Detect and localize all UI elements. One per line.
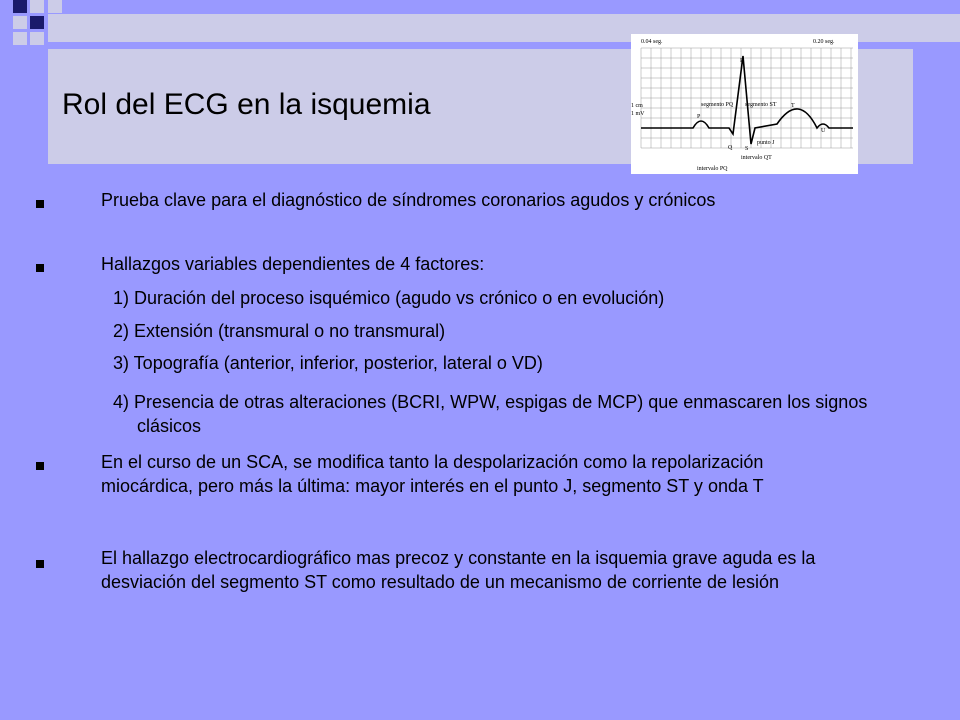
svg-text:U: U xyxy=(821,128,826,134)
factor-item: 3) Topografía (anterior, inferior, posterior, lateral o VD) xyxy=(113,353,543,373)
bullet-text: Prueba clave para el diagnóstico de síndromes coronarios agudos y crónicos xyxy=(101,190,716,210)
decor-square-dark-2 xyxy=(30,16,44,29)
bullet-marker xyxy=(36,200,44,208)
bullet-marker xyxy=(36,462,44,470)
svg-text:segmento ST: segmento ST xyxy=(745,102,777,108)
svg-text:intervalo QT: intervalo QT xyxy=(741,155,772,161)
svg-text:punto J: punto J xyxy=(757,140,775,146)
decor-square-light-3 xyxy=(13,16,27,29)
slide-title: Rol del ECG en la isquemia xyxy=(62,88,431,121)
svg-text:Q: Q xyxy=(728,145,733,151)
bullet-text: El hallazgo electrocardiográfico mas precoz y constante en la isquemia grave aguda es la desviación del segmento ST como resultado de un mecanismo de corriente de lesión xyxy=(101,548,816,592)
ecg-diagram xyxy=(631,34,858,174)
svg-text:segmento PQ: segmento PQ xyxy=(701,102,734,108)
factor-item: 2) Extensión (transmural o no transmural) xyxy=(113,321,446,341)
svg-text:0.04 seg.: 0.04 seg. xyxy=(641,39,663,45)
svg-text:T: T xyxy=(791,103,795,109)
factor-item: 4) Presencia de otras alteraciones (BCRI, WPW, espigas de MCP) que enmascaren los signos clásicos xyxy=(113,392,868,436)
svg-text:intervalo PQ: intervalo PQ xyxy=(697,166,728,172)
bullet-text: Hallazgos variables dependientes de 4 factores: xyxy=(101,254,485,274)
bullet-marker xyxy=(36,264,44,272)
svg-text:P: P xyxy=(697,114,701,120)
svg-text:0.20 seg.: 0.20 seg. xyxy=(813,39,835,45)
svg-text:S: S xyxy=(745,146,749,152)
decor-square-light-2 xyxy=(48,0,62,13)
decor-square-light-5 xyxy=(30,32,44,45)
svg-text:R: R xyxy=(740,58,745,64)
ecg-diagram-svg xyxy=(631,34,858,174)
decor-square-dark-1 xyxy=(13,0,27,13)
svg-text:1 mV: 1 mV xyxy=(631,111,645,117)
decor-square-light-1 xyxy=(30,0,44,13)
bullet-marker xyxy=(36,560,44,568)
svg-text:1 cm: 1 cm xyxy=(631,103,643,109)
decor-square-light-4 xyxy=(13,32,27,45)
bullet-text: En el curso de un SCA, se modifica tanto la despolarización como la repolarización miocárdica, pero más la última: mayor interés en el punto J, segmento ST y onda T xyxy=(101,452,764,496)
factor-item: 1) Duración del proceso isquémico (agudo vs crónico o en evolución) xyxy=(113,288,665,308)
